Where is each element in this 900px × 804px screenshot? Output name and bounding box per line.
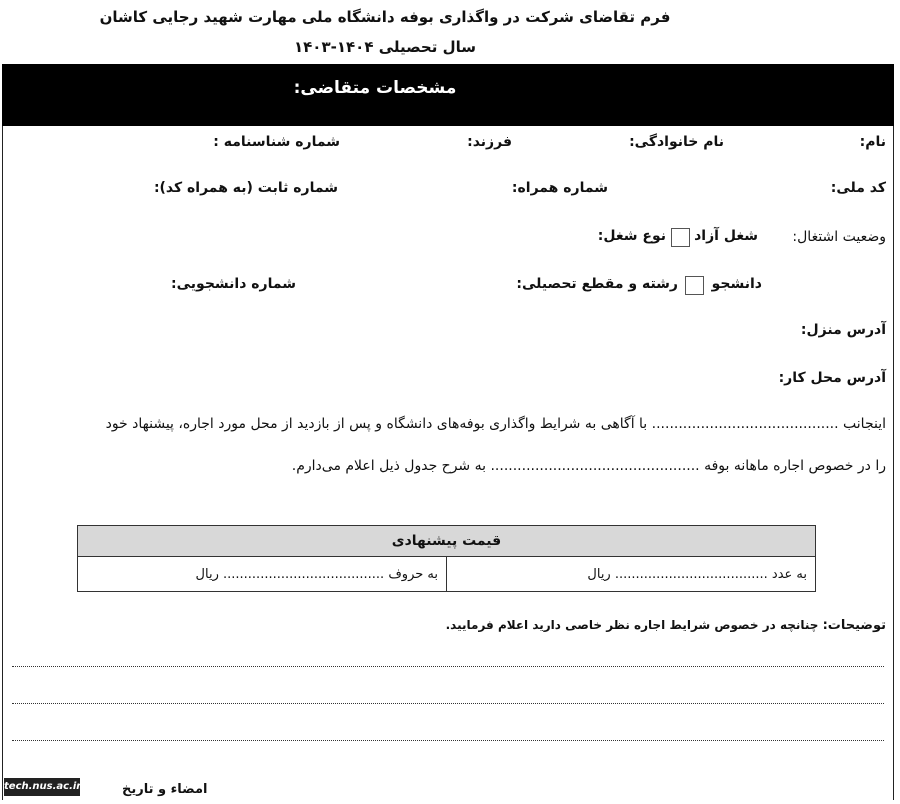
form-frame — [2, 64, 894, 800]
statement-rent-text: را در خصوص اجاره ماهانه بوفه — [704, 458, 886, 474]
price-words-blank[interactable]: ....................................... — [223, 566, 385, 582]
notes-text: چنانچه در خصوص شرایط اجاره نظر خاصی دارید اعلام فرمایید. — [445, 618, 819, 632]
notes — [446, 618, 886, 633]
notes-line-1[interactable] — [12, 666, 884, 667]
family-name-label: نام خانوادگی: — [629, 134, 724, 150]
name-label: نام: — [859, 134, 886, 150]
section-title: مشخصات متقاضی: — [293, 78, 457, 98]
national-code-label: کد ملی: — [830, 180, 886, 196]
price-words-unit: ریال — [195, 566, 219, 582]
mobile-label: شماره همراه: — [511, 180, 608, 196]
price-numeric-cell[interactable] — [447, 557, 816, 592]
statement-applicant: اینجانب — [843, 416, 886, 432]
landline-label: شماره ثابت (به همراه کد): — [153, 180, 338, 196]
price-table-header: قیمت پیشنهادی — [78, 526, 816, 557]
price-numeric-label: به عدد — [771, 566, 807, 582]
signature-date: امضاء و تاریخ — [122, 782, 208, 797]
form-title: فرم تقاضای شرکت در واگذاری بوفه دانشگاه ملی مهارت شهید رجایی کاشان — [99, 8, 671, 26]
freelance-label: شغل آزاد — [694, 228, 758, 244]
job-type-label: نوع شغل: — [597, 228, 666, 244]
site-watermark: tech.nus.ac.ir — [4, 778, 80, 796]
father-name-label: فرزند: — [467, 134, 512, 150]
statement-line-2 — [292, 458, 886, 474]
student-label: دانشجو — [711, 276, 762, 292]
id-number-label: شماره شناسنامه : — [213, 134, 340, 150]
statement-rent-blank[interactable]: ............................................... — [490, 458, 700, 474]
price-numeric-blank[interactable]: ..................................... — [614, 566, 768, 582]
statement-closing: به شرح جدول ذیل اعلام می‌دارم. — [291, 458, 487, 474]
student-checkbox[interactable] — [685, 276, 704, 295]
home-address-label: آدرس منزل: — [800, 322, 886, 338]
price-table — [77, 525, 816, 592]
statement-body: با آگاهی به شرایط واگذاری بوفه‌های دانشگاه و پس از بازدید از محل مورد اجاره، پیشنهاد خود — [105, 416, 648, 432]
price-words-label: به حروف — [388, 566, 438, 582]
price-words-cell[interactable] — [78, 557, 447, 592]
notes-line-3[interactable] — [12, 740, 884, 741]
statement-line-1 — [106, 416, 886, 432]
price-numeric-unit: ریال — [587, 566, 611, 582]
academic-year: سال تحصیلی ۱۴۰۴-۱۴۰۳ — [294, 38, 476, 56]
student-number-label: شماره دانشجویی: — [171, 276, 296, 292]
employment-status-label: وضعیت اشتغال: — [792, 229, 886, 245]
notes-line-2[interactable] — [12, 703, 884, 704]
work-address-label: آدرس محل کار: — [778, 370, 886, 386]
major-level-label: رشته و مقطع تحصیلی: — [516, 276, 678, 292]
notes-label: توضیحات: — [822, 618, 886, 633]
statement-name-blank[interactable]: .......................................... — [651, 416, 839, 432]
freelance-checkbox[interactable] — [671, 228, 690, 247]
